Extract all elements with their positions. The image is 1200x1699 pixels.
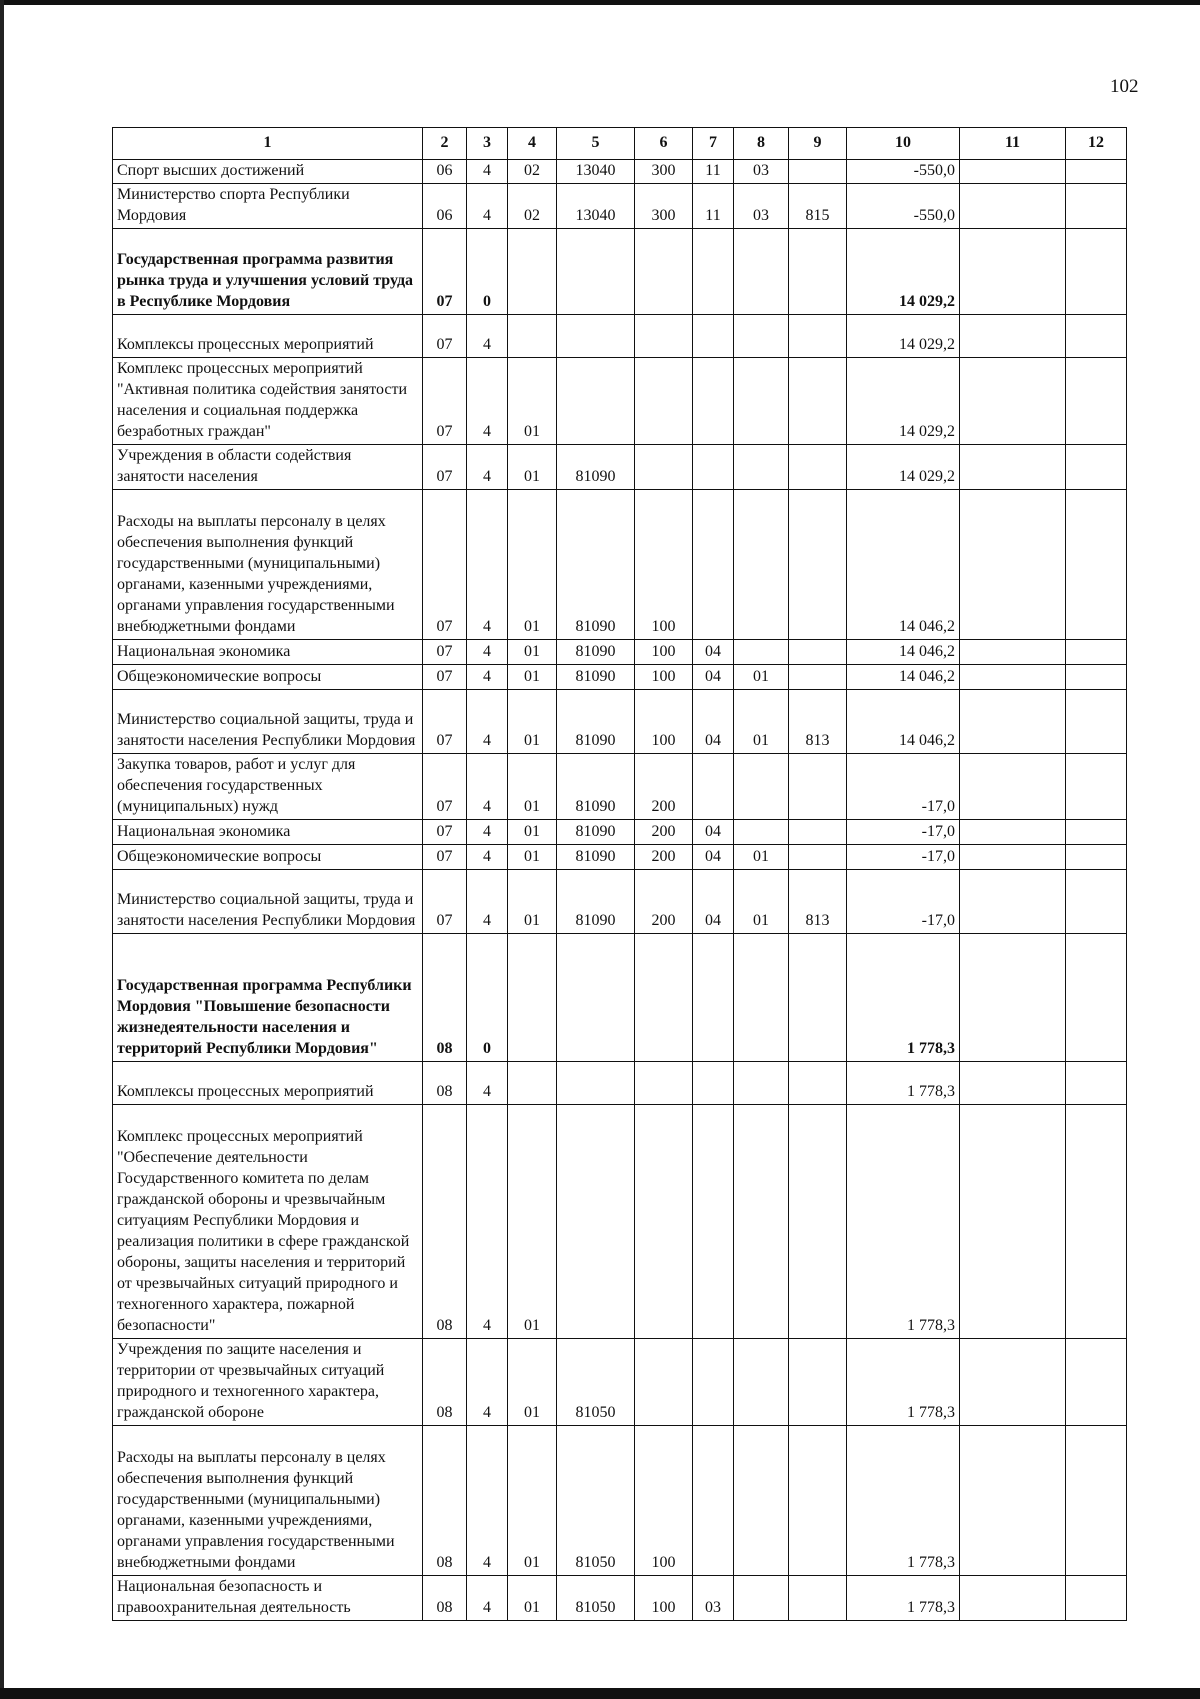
cell-col-3: 4 (467, 820, 508, 845)
cell-col-4: 01 (508, 845, 557, 870)
cell-col-12 (1066, 665, 1127, 690)
cell-col-5: 81050 (557, 1576, 635, 1621)
table-row (113, 445, 1127, 490)
cell-col-7 (693, 934, 734, 1062)
cell-col-12 (1066, 1105, 1127, 1339)
cell-col-11 (960, 690, 1066, 754)
cell-col-10: 14 029,2 (847, 358, 960, 445)
cell-col-11 (960, 490, 1066, 640)
cell-col-11 (960, 754, 1066, 820)
cell-col-10: 1 778,3 (847, 1576, 960, 1621)
cell-col-4: 01 (508, 1105, 557, 1339)
cell-col-8 (734, 1576, 789, 1621)
cell-col-5 (557, 1062, 635, 1105)
cell-col-4: 01 (508, 640, 557, 665)
column-header-3: 3 (467, 128, 508, 160)
cell-col-8 (734, 820, 789, 845)
cell-col-4: 01 (508, 665, 557, 690)
cell-col-7 (693, 490, 734, 640)
cell-col-2: 07 (423, 870, 467, 934)
cell-col-11 (960, 845, 1066, 870)
cell-col-4: 01 (508, 870, 557, 934)
row-name-cell: Общеэкономические вопросы (113, 845, 423, 870)
cell-col-11 (960, 1339, 1066, 1426)
cell-col-11 (960, 1105, 1066, 1339)
cell-col-6 (635, 445, 693, 490)
cell-col-4: 01 (508, 754, 557, 820)
cell-col-6 (635, 934, 693, 1062)
cell-col-5 (557, 358, 635, 445)
cell-col-10: 14 046,2 (847, 640, 960, 665)
cell-col-3: 4 (467, 315, 508, 358)
cell-col-12 (1066, 490, 1127, 640)
scan-border-bottom (0, 1688, 1200, 1699)
cell-col-2: 07 (423, 445, 467, 490)
cell-col-12 (1066, 934, 1127, 1062)
cell-col-7 (693, 1426, 734, 1576)
cell-col-5 (557, 315, 635, 358)
column-header-4: 4 (508, 128, 557, 160)
table-row (113, 490, 1127, 640)
cell-col-8: 01 (734, 665, 789, 690)
table-header-row (113, 128, 1127, 160)
cell-col-6: 300 (635, 160, 693, 184)
cell-col-2: 07 (423, 820, 467, 845)
cell-col-9 (789, 1576, 847, 1621)
table-row (113, 1576, 1127, 1621)
cell-col-2: 07 (423, 358, 467, 445)
row-name-cell: Учреждения в области содействия занятости населения (113, 445, 423, 490)
cell-col-11 (960, 820, 1066, 845)
cell-col-11 (960, 160, 1066, 184)
cell-col-5: 81090 (557, 640, 635, 665)
cell-col-10: 1 778,3 (847, 1339, 960, 1426)
cell-col-2: 08 (423, 1105, 467, 1339)
cell-col-6: 300 (635, 184, 693, 229)
cell-col-10: 14 046,2 (847, 690, 960, 754)
cell-col-9 (789, 160, 847, 184)
cell-col-11 (960, 934, 1066, 1062)
cell-col-2: 07 (423, 490, 467, 640)
cell-col-10: 1 778,3 (847, 1062, 960, 1105)
cell-col-10: 1 778,3 (847, 934, 960, 1062)
cell-col-9 (789, 640, 847, 665)
cell-col-11 (960, 1426, 1066, 1576)
row-name-cell: Министерство спорта Республики Мордовия (113, 184, 423, 229)
cell-col-6: 100 (635, 640, 693, 665)
cell-col-10: -17,0 (847, 870, 960, 934)
cell-col-7: 03 (693, 1576, 734, 1621)
cell-col-8 (734, 358, 789, 445)
cell-col-11 (960, 184, 1066, 229)
cell-col-9: 813 (789, 690, 847, 754)
column-header-11: 11 (960, 128, 1066, 160)
cell-col-6: 200 (635, 845, 693, 870)
table-row (113, 640, 1127, 665)
cell-col-4: 01 (508, 490, 557, 640)
table-row (113, 1339, 1127, 1426)
column-header-7: 7 (693, 128, 734, 160)
cell-col-3: 4 (467, 1576, 508, 1621)
cell-col-4: 01 (508, 1576, 557, 1621)
cell-col-5: 13040 (557, 160, 635, 184)
table-row (113, 1062, 1127, 1105)
cell-col-6: 100 (635, 490, 693, 640)
cell-col-7 (693, 754, 734, 820)
cell-col-5: 81090 (557, 690, 635, 754)
cell-col-7 (693, 315, 734, 358)
cell-col-3: 4 (467, 358, 508, 445)
cell-col-5: 13040 (557, 184, 635, 229)
cell-col-10: -17,0 (847, 845, 960, 870)
cell-col-3: 4 (467, 1105, 508, 1339)
cell-col-11 (960, 870, 1066, 934)
cell-col-2: 07 (423, 229, 467, 315)
cell-col-8: 01 (734, 690, 789, 754)
cell-col-10: 14 029,2 (847, 315, 960, 358)
row-name-cell: Учреждения по защите населения и территории от чрезвычайных ситуаций природного и техногенного характера, гражданской обороне (113, 1339, 423, 1426)
row-name-cell: Общеэкономические вопросы (113, 665, 423, 690)
cell-col-7: 11 (693, 160, 734, 184)
table-row (113, 358, 1127, 445)
cell-col-10: 14 046,2 (847, 665, 960, 690)
cell-col-2: 07 (423, 640, 467, 665)
cell-col-9 (789, 1426, 847, 1576)
cell-col-2: 08 (423, 1426, 467, 1576)
cell-col-7 (693, 358, 734, 445)
cell-col-8: 03 (734, 184, 789, 229)
budget-table (112, 127, 1127, 1621)
cell-col-2: 08 (423, 1062, 467, 1105)
cell-col-6: 100 (635, 1576, 693, 1621)
cell-col-4 (508, 229, 557, 315)
cell-col-8 (734, 315, 789, 358)
cell-col-10: 14 046,2 (847, 490, 960, 640)
table-row (113, 820, 1127, 845)
cell-col-10: -550,0 (847, 184, 960, 229)
cell-col-5: 81090 (557, 490, 635, 640)
cell-col-3: 4 (467, 184, 508, 229)
cell-col-9 (789, 1339, 847, 1426)
cell-col-9: 815 (789, 184, 847, 229)
column-header-12: 12 (1066, 128, 1127, 160)
column-header-10: 10 (847, 128, 960, 160)
column-header-8: 8 (734, 128, 789, 160)
cell-col-4: 01 (508, 445, 557, 490)
cell-col-5: 81090 (557, 445, 635, 490)
cell-col-2: 07 (423, 690, 467, 754)
cell-col-2: 07 (423, 315, 467, 358)
cell-col-9 (789, 845, 847, 870)
cell-col-6 (635, 1062, 693, 1105)
cell-col-6 (635, 1105, 693, 1339)
cell-col-12 (1066, 184, 1127, 229)
cell-col-7: 04 (693, 690, 734, 754)
row-name-cell: Расходы на выплаты персоналу в целях обеспечения выполнения функций государственными (муниципальными) органами, казенными учреждениями, органами управления государственными внебюджетными фондами (113, 490, 423, 640)
cell-col-4: 02 (508, 160, 557, 184)
cell-col-8 (734, 934, 789, 1062)
column-header-6: 6 (635, 128, 693, 160)
column-header-1: 1 (113, 128, 423, 160)
cell-col-2: 08 (423, 1339, 467, 1426)
row-name-cell: Национальная безопасность и правоохранительная деятельность (113, 1576, 423, 1621)
cell-col-12 (1066, 315, 1127, 358)
column-header-2: 2 (423, 128, 467, 160)
cell-col-9 (789, 754, 847, 820)
cell-col-5: 81050 (557, 1339, 635, 1426)
table-row (113, 1426, 1127, 1576)
cell-col-6: 200 (635, 754, 693, 820)
cell-col-3: 4 (467, 160, 508, 184)
cell-col-8 (734, 640, 789, 665)
row-name-cell: Комплекс процессных мероприятий "Активная политика содействия занятости населения и социальная поддержка безработных граждан" (113, 358, 423, 445)
cell-col-2: 06 (423, 184, 467, 229)
cell-col-8 (734, 1426, 789, 1576)
cell-col-12 (1066, 229, 1127, 315)
cell-col-5 (557, 1105, 635, 1339)
cell-col-10: 14 029,2 (847, 445, 960, 490)
cell-col-12 (1066, 445, 1127, 490)
cell-col-7 (693, 445, 734, 490)
cell-col-3: 4 (467, 690, 508, 754)
cell-col-3: 4 (467, 754, 508, 820)
cell-col-9 (789, 820, 847, 845)
cell-col-7: 04 (693, 640, 734, 665)
cell-col-4: 01 (508, 690, 557, 754)
cell-col-6: 200 (635, 870, 693, 934)
cell-col-6: 100 (635, 1426, 693, 1576)
cell-col-3: 4 (467, 665, 508, 690)
row-name-cell: Спорт высших достижений (113, 160, 423, 184)
cell-col-6: 200 (635, 820, 693, 845)
cell-col-5: 81090 (557, 870, 635, 934)
row-name-cell: Государственная программа развития рынка труда и улучшения условий труда в Республике Мордовия (113, 229, 423, 315)
cell-col-3: 4 (467, 1339, 508, 1426)
cell-col-3: 4 (467, 445, 508, 490)
table-row (113, 870, 1127, 934)
cell-col-11 (960, 1576, 1066, 1621)
cell-col-9 (789, 934, 847, 1062)
cell-col-4: 02 (508, 184, 557, 229)
cell-col-11 (960, 445, 1066, 490)
cell-col-5: 81090 (557, 754, 635, 820)
cell-col-3: 4 (467, 1062, 508, 1105)
cell-col-3: 4 (467, 845, 508, 870)
cell-col-7 (693, 1105, 734, 1339)
cell-col-7: 04 (693, 870, 734, 934)
cell-col-6: 100 (635, 665, 693, 690)
cell-col-8 (734, 1339, 789, 1426)
cell-col-9 (789, 1062, 847, 1105)
cell-col-12 (1066, 820, 1127, 845)
cell-col-2: 07 (423, 754, 467, 820)
cell-col-8 (734, 1062, 789, 1105)
table-row (113, 690, 1127, 754)
scan-border-top (0, 0, 1200, 5)
table-row (113, 665, 1127, 690)
cell-col-8 (734, 754, 789, 820)
cell-col-8 (734, 229, 789, 315)
table-row (113, 934, 1127, 1062)
cell-col-4: 01 (508, 1339, 557, 1426)
cell-col-8: 03 (734, 160, 789, 184)
cell-col-10: 14 029,2 (847, 229, 960, 315)
cell-col-4 (508, 315, 557, 358)
row-name-cell: Расходы на выплаты персоналу в целях обеспечения выполнения функций государственными (муниципальными) органами, казенными учреждениями, органами управления государственными внебюджетными фондами (113, 1426, 423, 1576)
cell-col-12 (1066, 845, 1127, 870)
cell-col-8 (734, 1105, 789, 1339)
cell-col-3: 0 (467, 934, 508, 1062)
table-row (113, 754, 1127, 820)
cell-col-5 (557, 934, 635, 1062)
cell-col-12 (1066, 358, 1127, 445)
table-row (113, 184, 1127, 229)
table-row (113, 229, 1127, 315)
cell-col-10: -17,0 (847, 754, 960, 820)
cell-col-2: 07 (423, 665, 467, 690)
cell-col-7: 11 (693, 184, 734, 229)
cell-col-4: 01 (508, 358, 557, 445)
table-body (113, 160, 1127, 1621)
cell-col-8 (734, 490, 789, 640)
cell-col-7 (693, 229, 734, 315)
table-row (113, 1105, 1127, 1339)
cell-col-4 (508, 1062, 557, 1105)
cell-col-11 (960, 665, 1066, 690)
cell-col-12 (1066, 1062, 1127, 1105)
cell-col-4 (508, 934, 557, 1062)
row-name-cell: Комплексы процессных мероприятий (113, 315, 423, 358)
cell-col-10: 1 778,3 (847, 1105, 960, 1339)
cell-col-9 (789, 1105, 847, 1339)
cell-col-11 (960, 229, 1066, 315)
cell-col-9 (789, 665, 847, 690)
row-name-cell: Национальная экономика (113, 640, 423, 665)
cell-col-5: 81090 (557, 665, 635, 690)
cell-col-8 (734, 445, 789, 490)
row-name-cell: Комплексы процессных мероприятий (113, 1062, 423, 1105)
row-name-cell: Государственная программа Республики Мордовия "Повышение безопасности жизнедеятельности населения и территорий Республики Мордовия" (113, 934, 423, 1062)
cell-col-2: 06 (423, 160, 467, 184)
cell-col-5: 81090 (557, 845, 635, 870)
cell-col-3: 4 (467, 1426, 508, 1576)
cell-col-3: 4 (467, 640, 508, 665)
scan-border-left (0, 0, 4, 1699)
cell-col-7: 04 (693, 845, 734, 870)
table-row (113, 160, 1127, 184)
row-name-cell: Комплекс процессных мероприятий "Обеспечение деятельности Государственного комитета по делам гражданской обороны и чрезвычайным ситуациям Республики Мордовия и реализация политики в сфере гражданской обороны, защиты населения и территорий от чрезвычайных ситуаций природного и техногенного характера, пожарной безопасности" (113, 1105, 423, 1339)
cell-col-3: 4 (467, 490, 508, 640)
cell-col-5 (557, 229, 635, 315)
row-name-cell: Министерство социальной защиты, труда и занятости населения Республики Мордовия (113, 690, 423, 754)
cell-col-6 (635, 358, 693, 445)
cell-col-8: 01 (734, 870, 789, 934)
cell-col-6: 100 (635, 690, 693, 754)
cell-col-9 (789, 445, 847, 490)
cell-col-7 (693, 1339, 734, 1426)
cell-col-11 (960, 315, 1066, 358)
row-name-cell: Закупка товаров, работ и услуг для обеспечения государственных (муниципальных) нужд (113, 754, 423, 820)
cell-col-9 (789, 358, 847, 445)
cell-col-12 (1066, 690, 1127, 754)
cell-col-10: 1 778,3 (847, 1426, 960, 1576)
cell-col-6 (635, 229, 693, 315)
cell-col-3: 0 (467, 229, 508, 315)
row-name-cell: Министерство социальной защиты, труда и занятости населения Республики Мордовия (113, 870, 423, 934)
cell-col-5: 81090 (557, 820, 635, 845)
cell-col-11 (960, 358, 1066, 445)
cell-col-12 (1066, 1576, 1127, 1621)
cell-col-9 (789, 490, 847, 640)
cell-col-2: 07 (423, 845, 467, 870)
cell-col-5: 81050 (557, 1426, 635, 1576)
cell-col-10: -17,0 (847, 820, 960, 845)
cell-col-12 (1066, 160, 1127, 184)
cell-col-6 (635, 1339, 693, 1426)
table-row (113, 315, 1127, 358)
cell-col-12 (1066, 754, 1127, 820)
cell-col-8: 01 (734, 845, 789, 870)
cell-col-11 (960, 640, 1066, 665)
cell-col-7 (693, 1062, 734, 1105)
cell-col-9 (789, 315, 847, 358)
column-header-5: 5 (557, 128, 635, 160)
cell-col-12 (1066, 640, 1127, 665)
cell-col-2: 08 (423, 934, 467, 1062)
cell-col-3: 4 (467, 870, 508, 934)
cell-col-2: 08 (423, 1576, 467, 1621)
column-header-9: 9 (789, 128, 847, 160)
row-name-cell: Национальная экономика (113, 820, 423, 845)
page-number: 102 (1110, 76, 1139, 97)
cell-col-9: 813 (789, 870, 847, 934)
cell-col-9 (789, 229, 847, 315)
cell-col-11 (960, 1062, 1066, 1105)
cell-col-6 (635, 315, 693, 358)
cell-col-4: 01 (508, 820, 557, 845)
cell-col-4: 01 (508, 1426, 557, 1576)
table-row (113, 845, 1127, 870)
cell-col-12 (1066, 1426, 1127, 1576)
cell-col-7: 04 (693, 665, 734, 690)
cell-col-7: 04 (693, 820, 734, 845)
cell-col-10: -550,0 (847, 160, 960, 184)
cell-col-12 (1066, 1339, 1127, 1426)
cell-col-12 (1066, 870, 1127, 934)
